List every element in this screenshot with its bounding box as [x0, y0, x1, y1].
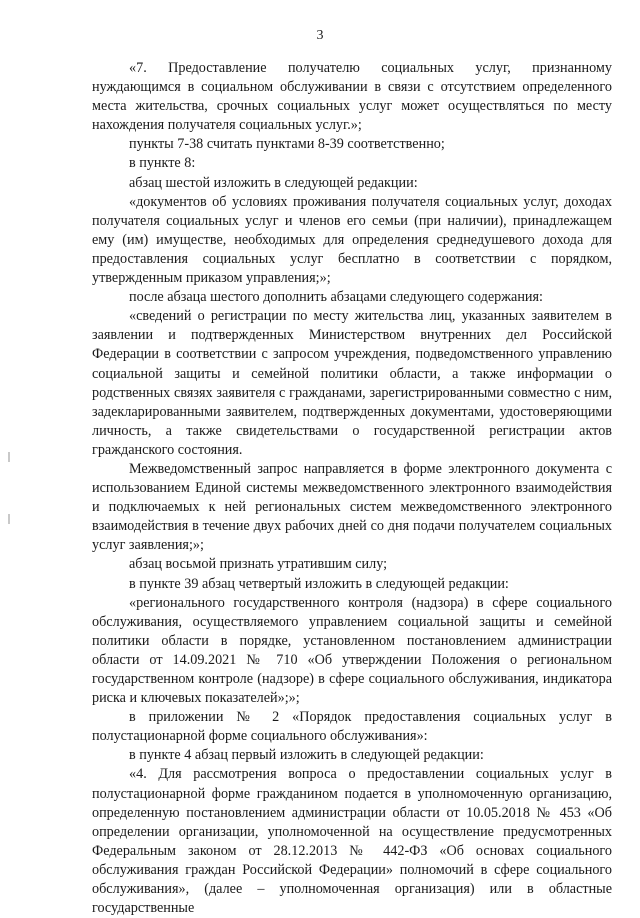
paragraph-documents: «документов об условиях проживания получателя социальных услуг, доходах получателя социальных услуг и членов его семьи (при наличии), принадлежащем ему (им) имуществе, необходимых для определения среднедушевого дохода для предоставления социальных услуг бесплатно в соответствии с порядком, утвержденным приказом управления;»; — [92, 193, 612, 287]
paragraph-regional-control: «регионального государственного контроля (надзора) в сфере социального обслуживания, осуществляемого управлением социальной защиты и семейной политики области в порядке, установленном постановлением администрации области от 14.09.2021 № 710 «Об утверждении Положения о региональном государственном контроле (надзоре) в сфере социального обслуживания, индикатора риска и ключевых показателей»;»; — [92, 594, 612, 707]
document-body — [92, 59, 612, 918]
paragraph-clause-7: «7. Предоставление получателю социальных услуг, признанному нуждающимся в социальном обслуживании в связи с отсутствием определенного места жительства, срочных социальных услуг может осуществляться по месту нахождения получателя социальных услуг.»; — [92, 60, 612, 134]
paragraph-appendix-2: в приложении № 2 «Порядок предоставления социальных услуг в полустационарной форме социального обслуживания»: — [92, 709, 612, 745]
paragraph-eighth-abzac: абзац восьмой признать утратившим силу; — [129, 556, 388, 573]
paragraph-sixth-abzac: абзац шестой изложить в следующей редакции: — [129, 174, 418, 191]
paragraph-point-8: в пункте 8: — [129, 155, 196, 172]
page-number: 3 — [316, 28, 324, 43]
paragraph-interagency-request: Межведомственный запрос направляется в форме электронного документа с использованием Единой системы межведомственного электронного взаимодействия и подключаемых к ней региональных систем межведомственного электронного взаимодействия в течение двух рабочих дней со дня подачи получателем социальных услуг заявления;»; — [92, 460, 612, 554]
paragraph-renumber: пункты 7-38 считать пунктами 8-39 соответственно; — [129, 136, 445, 153]
paragraph-point-39: в пункте 39 абзац четвертый изложить в следующей редакции: — [129, 575, 509, 592]
paragraph-point-4: в пункте 4 абзац первый изложить в следующей редакции: — [129, 747, 484, 764]
paragraph-registration-info: «сведений о регистрации по месту жительства лиц, указанных заявителем в заявлении и подтвержденных Министерством внутренних дел Российской Федерации в соответствии с запросом учреждения, подведомственного управлению социальной защиты и семейной политики области, а также информации о родственных связях заявителя с гражданами, зарегистрированными совместно с ним, задекларированными заявителем, подтвержденных документами, удостоверяющими личность, а также свидетельствами о государственной регистрации актов гражданского состояния. — [92, 308, 612, 458]
margin-mark — [8, 452, 10, 462]
margin-mark — [8, 514, 10, 524]
paragraph-clause-4: «4. Для рассмотрения вопроса о предоставлении социальных услуг в полустационарной форме гражданином подается в уполномоченную организацию, определенную постановлением администрации области от 10.05.2018 № 453 «Об определении организации, уполномоченной на осуществление предусмотренных Федеральным законом от 28.12.2013 № 442-ФЗ «Об основах социального обслуживания граждан Российской Федерации» полномочий в сфере социального обслуживания», (далее – уполномоченная организация) или в областные государственные — [92, 766, 612, 917]
paragraph-add-after: после абзаца шестого дополнить абзацами следующего содержания: — [129, 289, 543, 306]
